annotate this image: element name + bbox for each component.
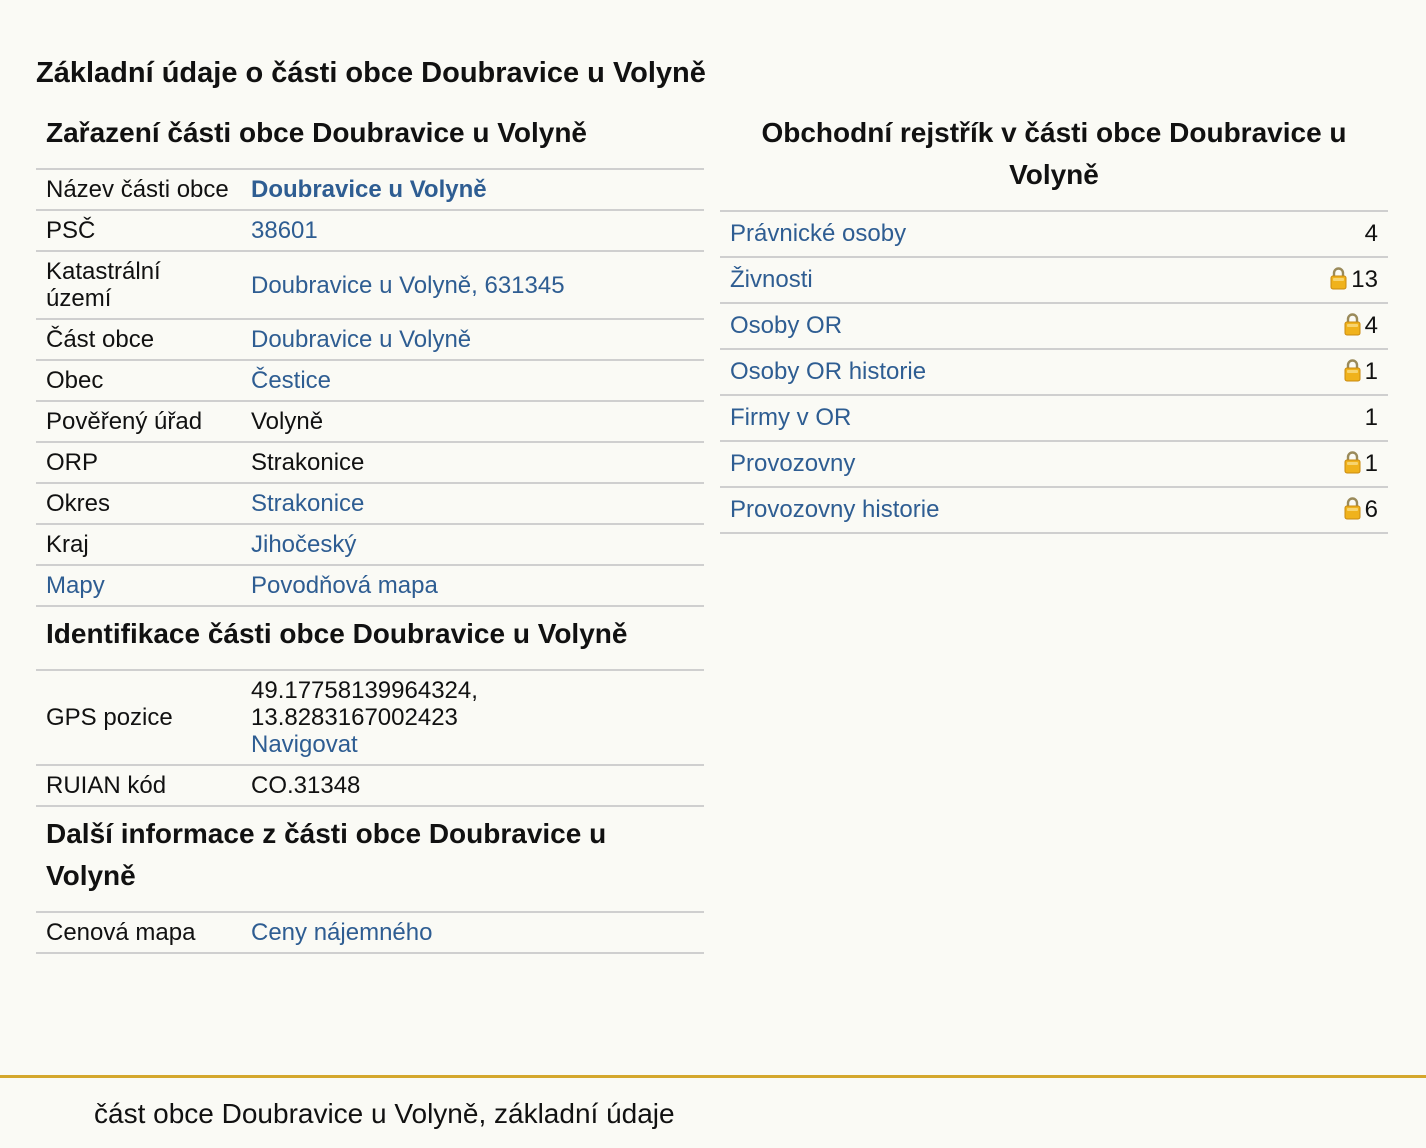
table-row [36, 913, 704, 953]
row-count [1236, 441, 1388, 487]
rejstrik-title: Obchodní rejstřík v části obce Doubravice u Volyně [720, 110, 1388, 212]
row-label: Část obce [36, 319, 241, 360]
row-label [720, 441, 1236, 487]
table-row [720, 395, 1388, 441]
row-label: Okres [36, 483, 241, 524]
row-value [241, 210, 704, 251]
row-value [241, 565, 704, 606]
row-count [1236, 303, 1388, 349]
osoby-or-historie-link[interactable]: Osoby OR historie [730, 358, 927, 385]
row-label [720, 487, 1236, 533]
row-label [720, 303, 1236, 349]
table-row [36, 765, 704, 806]
row-label [720, 212, 1236, 257]
table-row [720, 257, 1388, 303]
row-label [720, 395, 1236, 441]
table-row [36, 524, 704, 565]
mapy-link[interactable]: Mapy [46, 572, 105, 599]
navigovat-link[interactable]: Navigovat [251, 731, 358, 758]
cast-obce-link[interactable]: Doubravice u Volyně [251, 326, 472, 353]
row-label: GPS pozice [36, 671, 241, 765]
row-label: Kraj [36, 524, 241, 565]
firmy-v-or-link[interactable]: Firmy v OR [730, 404, 852, 431]
row-value: Volyně [241, 401, 704, 442]
row-label: Katastrální území [36, 251, 241, 319]
row-value [241, 170, 704, 210]
row-label: Název části obce [36, 170, 241, 210]
row-count [1236, 487, 1388, 533]
gps-longitude: 13.8283167002423 [251, 704, 458, 731]
row-label: Pověřený úřad [36, 401, 241, 442]
lock-icon[interactable] [1330, 266, 1347, 290]
table-row [36, 251, 704, 319]
row-value [241, 483, 704, 524]
table-row [720, 441, 1388, 487]
table-row [36, 671, 704, 765]
zarazeni-title: Zařazení části obce Doubravice u Volyně [36, 110, 704, 170]
lock-icon[interactable] [1344, 496, 1361, 520]
table-row [36, 319, 704, 360]
row-label [720, 349, 1236, 395]
dalsi-informace-title: Další informace z části obce Doubravice u Volyně [36, 807, 704, 913]
right-column [720, 110, 1388, 534]
rejstrik-table [720, 212, 1388, 534]
row-label [36, 565, 241, 606]
count-value: 6 [1364, 496, 1378, 523]
row-label: ORP [36, 442, 241, 483]
identifikace-title: Identifikace části obce Doubravice u Volyně [36, 607, 704, 671]
page-title: Základní údaje o části obce Doubravice u Volyně [36, 57, 706, 89]
count-value: 1 [1364, 404, 1378, 431]
nazev-casti-obce-link[interactable]: Doubravice u Volyně [251, 176, 487, 203]
row-value: Strakonice [241, 442, 704, 483]
dalsi-informace-table [36, 913, 704, 954]
lock-icon[interactable] [1344, 450, 1361, 474]
table-row [720, 212, 1388, 257]
table-row [720, 303, 1388, 349]
count-value: 4 [1364, 312, 1378, 339]
provozovny-historie-link[interactable]: Provozovny historie [730, 496, 940, 523]
row-count [1236, 349, 1388, 395]
provozovny-link[interactable]: Provozovny [730, 450, 856, 477]
lock-icon[interactable] [1344, 358, 1361, 382]
row-value: CO.31348 [241, 765, 704, 806]
row-label: Obec [36, 360, 241, 401]
table-row [36, 565, 704, 606]
count-value: 1 [1364, 450, 1378, 477]
gps-latitude: 49.17758139964324, [251, 677, 478, 704]
table-row [36, 210, 704, 251]
footer-text: část obce Doubravice u Volyně, základní údaje [94, 1098, 675, 1129]
katastralni-uzemi-link[interactable]: Doubravice u Volyně, 631345 [251, 271, 565, 299]
row-value [241, 360, 704, 401]
row-count [1236, 257, 1388, 303]
footer-divider [0, 1075, 1426, 1078]
count-value: 4 [1364, 220, 1378, 247]
table-row [36, 442, 704, 483]
left-column [36, 110, 704, 954]
table-row [36, 483, 704, 524]
count-value: 1 [1364, 358, 1378, 385]
zivnosti-link[interactable]: Živnosti [730, 266, 813, 293]
obec-link[interactable]: Čestice [251, 367, 332, 394]
table-row [36, 170, 704, 210]
kraj-link[interactable]: Jihočeský [251, 531, 357, 558]
row-value [241, 671, 704, 765]
count-value: 13 [1351, 266, 1378, 293]
row-value [241, 913, 704, 953]
table-row [720, 349, 1388, 395]
okres-link[interactable]: Strakonice [251, 490, 365, 517]
povodnova-mapa-link[interactable]: Povodňová mapa [251, 572, 438, 599]
ceny-najemneho-link[interactable]: Ceny nájemného [251, 919, 433, 946]
row-value [241, 319, 704, 360]
pravnicke-osoby-link[interactable]: Právnické osoby [730, 220, 907, 247]
row-value [241, 251, 704, 319]
row-count [1236, 212, 1388, 257]
row-label: PSČ [36, 210, 241, 251]
psc-link[interactable]: 38601 [251, 217, 318, 244]
table-row [36, 360, 704, 401]
table-row [720, 487, 1388, 533]
osoby-or-link[interactable]: Osoby OR [730, 312, 843, 339]
zarazeni-table [36, 170, 704, 607]
row-label: RUIAN kód [36, 765, 241, 806]
table-row [36, 401, 704, 442]
row-value [241, 524, 704, 565]
row-label [720, 257, 1236, 303]
identifikace-table [36, 671, 704, 807]
row-count [1236, 395, 1388, 441]
row-label: Cenová mapa [36, 913, 241, 953]
lock-icon[interactable] [1344, 312, 1361, 336]
